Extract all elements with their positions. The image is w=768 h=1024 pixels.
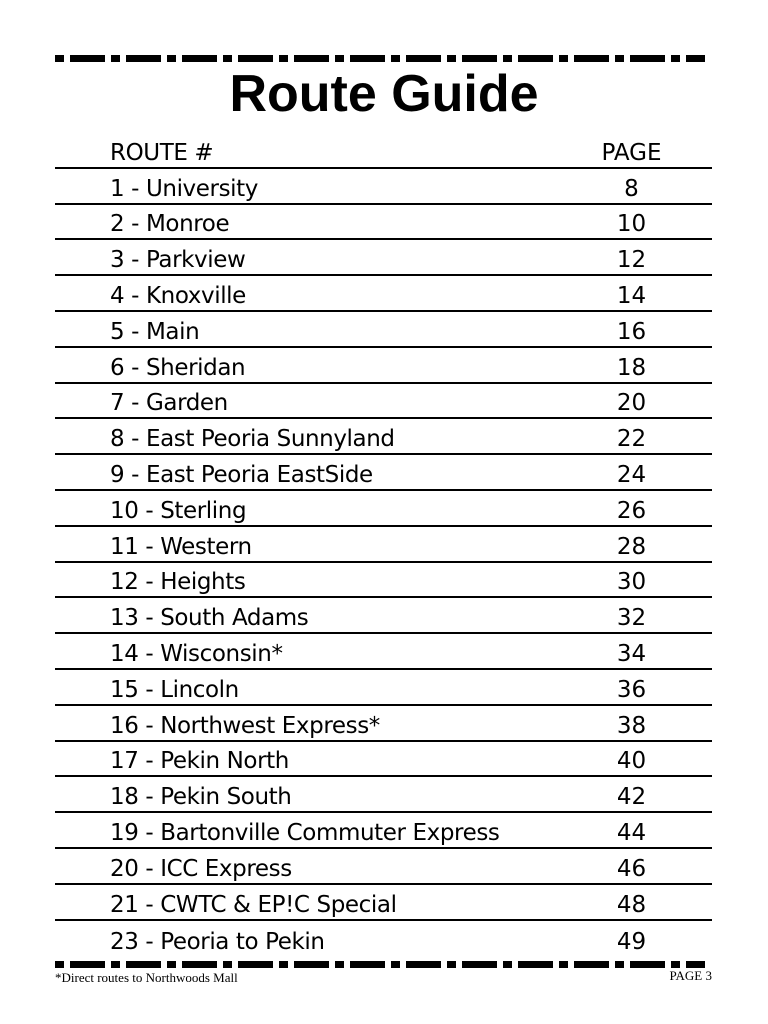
table-row — [55, 384, 712, 420]
route-table — [55, 133, 712, 956]
table-row — [55, 742, 712, 778]
route-name: 14 - Wisconsin* — [110, 640, 283, 667]
route-name: 9 - East Peoria EastSide — [110, 461, 373, 488]
table-row — [55, 240, 712, 276]
route-name: 23 - Peoria to Pekin — [110, 929, 325, 956]
bottom-dashed-border — [55, 961, 705, 968]
table-row — [55, 169, 712, 205]
table-row — [55, 491, 712, 527]
table-row — [55, 706, 712, 742]
route-name: 1 - University — [110, 175, 258, 202]
table-row — [55, 921, 712, 957]
table-row — [55, 598, 712, 634]
route-page-number: 10 — [616, 211, 647, 238]
route-name: 20 - ICC Express — [110, 855, 292, 882]
route-name: 18 - Pekin South — [110, 784, 292, 811]
route-name: 17 - Pekin North — [110, 748, 289, 775]
route-name: 7 - Garden — [110, 390, 228, 417]
route-page-number: 18 — [616, 354, 647, 381]
route-page-number: 26 — [616, 497, 647, 524]
route-page-number: 36 — [616, 676, 647, 703]
table-row — [55, 849, 712, 885]
route-page-number: 24 — [616, 461, 647, 488]
route-page-number: 16 — [616, 318, 647, 345]
route-name: 10 - Sterling — [110, 497, 247, 524]
route-name: 13 - South Adams — [110, 605, 309, 632]
route-name: 5 - Main — [110, 318, 200, 345]
page-column-header: PAGE — [601, 139, 662, 166]
table-row — [55, 563, 712, 599]
table-row — [55, 205, 712, 241]
route-page-number: 22 — [616, 426, 647, 453]
table-row — [55, 885, 712, 921]
route-page-number: 14 — [616, 282, 647, 309]
route-name: 2 - Monroe — [110, 211, 230, 238]
route-page-number: 38 — [616, 712, 647, 739]
page-number: PAGE 3 — [669, 968, 712, 983]
route-name: 4 - Knoxville — [110, 282, 246, 309]
route-name: 16 - Northwest Express* — [110, 712, 380, 739]
footnote: *Direct routes to Northwoods Mall — [55, 970, 238, 985]
route-page-number: 44 — [616, 819, 647, 846]
route-name: 8 - East Peoria Sunnyland — [110, 426, 395, 453]
route-name: 12 - Heights — [110, 569, 246, 596]
route-page-number: 32 — [616, 605, 647, 632]
route-page-number: 8 — [624, 175, 639, 202]
table-row — [55, 527, 712, 563]
table-row — [55, 312, 712, 348]
route-page-number: 34 — [616, 640, 647, 667]
route-page-number: 48 — [616, 891, 647, 918]
route-name: 11 - Western — [110, 533, 252, 560]
page-title: Route Guide — [229, 65, 539, 123]
route-page-number: 49 — [616, 929, 647, 956]
table-row — [55, 348, 712, 384]
table-row — [55, 419, 712, 455]
route-page-number: 28 — [616, 533, 647, 560]
table-row — [55, 777, 712, 813]
route-name: 3 - Parkview — [110, 247, 246, 274]
table-header-row — [55, 133, 712, 169]
route-rows — [55, 169, 712, 957]
route-page-number: 12 — [616, 247, 647, 274]
route-name: 19 - Bartonville Commuter Express — [110, 819, 500, 846]
table-row — [55, 634, 712, 670]
table-row — [55, 670, 712, 706]
route-name: 15 - Lincoln — [110, 676, 239, 703]
route-page-number: 20 — [616, 390, 647, 417]
table-row — [55, 813, 712, 849]
table-row — [55, 276, 712, 312]
route-page-number: 30 — [616, 569, 647, 596]
route-name: 21 - CWTC & EP!C Special — [110, 891, 397, 918]
route-name: 6 - Sheridan — [110, 354, 246, 381]
route-page-number: 42 — [616, 784, 647, 811]
route-page-number: 46 — [616, 855, 647, 882]
route-page-number: 40 — [616, 748, 647, 775]
table-row — [55, 455, 712, 491]
route-column-header: ROUTE # — [110, 139, 214, 166]
